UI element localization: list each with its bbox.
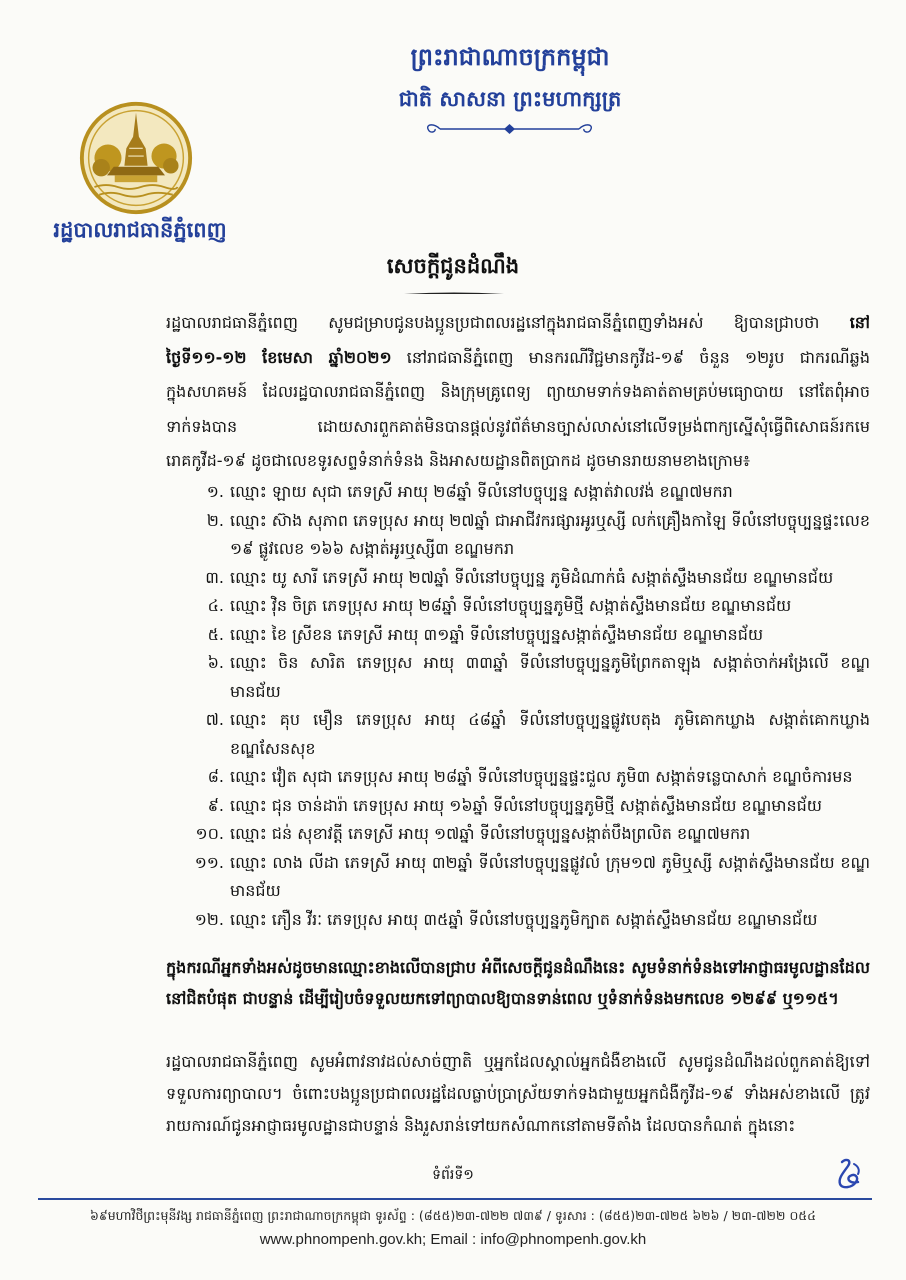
- case-item: [166, 478, 870, 507]
- case-item: [166, 649, 870, 706]
- case-text: ឈ្មោះ ភឿន វីរៈ ភេទប្រុស អាយុ ៣៥ឆ្នាំ ទីលំនៅបច្ចុប្បន្នភូមិក្បាត សង្កាត់ស្ទឹងមានជ័យ ខណ្ឌមានជ័យ: [230, 909, 818, 929]
- case-text: ឈ្មោះ យូ សារី ភេទស្រី អាយុ ២៧ឆ្នាំ ទីលំនៅបច្ចុប្បន្ន ភូមិដំណាក់ធំ សង្កាត់ស្ទឹងមានជ័យ ខណ្ឌមានជ័យ: [230, 567, 834, 587]
- case-item: [166, 820, 870, 849]
- case-text: ឈ្មោះ វ៉ៀត សុជា ភេទប្រុស អាយុ ២៨ឆ្នាំ ទីលំនៅបច្ចុប្បន្នផ្ទះជួល ភូមិ៣ សង្កាត់ទន្លេបាសាក់ ខណ្ឌចំការមន: [230, 767, 853, 786]
- case-number: ១.: [206, 482, 224, 501]
- case-number: ៥.: [207, 624, 224, 644]
- footer-contact: www.phnompenh.gov.kh; Email : info@phnompenh.gov.kh: [259, 1231, 647, 1248]
- case-item: [166, 564, 870, 593]
- kingdom-title: ព្រះរាជាណាចក្រកម្ពុជា: [410, 43, 610, 71]
- case-number: ៣.: [205, 567, 224, 587]
- case-number: ៧.: [205, 710, 224, 729]
- case-number: ១២.: [194, 909, 224, 929]
- header-divider-ornament: [422, 120, 597, 138]
- case-text: ឈ្មោះ ចិន សារិត ភេទប្រុស អាយុ ៣៣ឆ្នាំ ទីលំនៅបច្ចុប្បន្នភូមិព្រែកតាឡុង សង្កាត់ចាក់អង្រែលើ ខណ្ឌមានជ័យ: [230, 653, 870, 701]
- case-item: [166, 507, 870, 564]
- document-title: សេចក្តីជូនដំណឹង: [386, 254, 520, 278]
- contact-notice-paragraph: ក្នុងករណីអ្នកទាំងអស់ដូចមានឈ្មោះខាងលើបានជ្រាប អំពីសេចក្តីជូនដំណឹងនេះ សូមទំនាក់ទំនងទៅអាជ្ញាធរមូលដ្ឋានដែលនៅជិតបំផុត ជាបន្ទាន់ ដើម្បីរៀបចំទទួលយកទៅព្យាបាលឱ្យបានទាន់ពេល ឬទំនាក់ទំនងមកលេខ ១២៩៩ ឬ១១៥។: [166, 958, 870, 1008]
- footer-divider: [38, 1198, 872, 1200]
- footer-address: ៦៩មហាវិថីព្រះមុនីវង្ស រាជធានីភ្នំពេញ ព្រះរាជាណាចក្រកម្ពុជា ទូរស័ព្ទ : (៨៥៥)២៣-៧២២ ៧៣៩ / ទូរសារ : (៨៥៥)២៣-៧២៥ ៦២៦ / ២៣-៧២២ ០៥៤: [90, 1208, 816, 1223]
- cases-list: [166, 478, 870, 938]
- intro-rest: នៅរាជធានីភ្នំពេញ មានករណីវិជ្ជមានកូវីដ-១៩ ចំនួន ១២រូប ជាករណីឆ្លងក្នុងសហគមន៍ ដែលរដ្ឋបាលរាជធានីភ្នំពេញ និងក្រុមគ្រូពេទ្យ ព្យាយាមទាក់ទងគាត់តាមគ្រប់មធ្យោបាយ នៅតែពុំអាចទាក់ទងបាន ដោយសារពួកគាត់មិនបានផ្តល់នូវព័ត៌មានច្បាស់លាស់នៅលើទម្រង់ពាក្យស្នើសុំធ្វើពិសោធន៍រកមេរោគកូវីដ-១៩ ដូចជាលេខទូរសព្ទទំនាក់ទំនង និងអាសយដ្ឋានពិតប្រាកដ ដូចមានរាយនាមខាងក្រោម៖: [166, 347, 870, 470]
- case-text: ឈ្មោះ ស៊ាង សុភាព ភេទប្រុស អាយុ ២៧ឆ្នាំ ជាអាជីវករផ្សារអូរឬស្សី លក់គ្រឿងកាឡៃ ទីលំនៅបច្ចុប្បន្នផ្ទះលេខ ១៩ ផ្លូវលេខ ១៦៦ សង្កាត់អូរឬស្សី៣ ខណ្ឌមករា: [230, 510, 870, 558]
- case-number: ៨.: [207, 767, 224, 786]
- case-text: ឈ្មោះ ខៃ ស្រីខន ភេទស្រី អាយុ ៣១ឆ្នាំ ទីលំនៅបច្ចុប្បន្នសង្កាត់ស្ទឹងមានជ័យ ខណ្ឌមានជ័យ: [230, 624, 764, 644]
- case-number: ២.: [206, 510, 224, 530]
- handwritten-initials: [828, 1156, 868, 1194]
- appeal-paragraph: រដ្ឋបាលរាជធានីភ្នំពេញ សូមអំពាវនាវដល់សាច់ញាតិ ឬអ្នកដែលស្គាល់អ្នកជំងឺខាងលើ សូមជូនដំណឹងដល់ពួកគាត់ឱ្យទៅទទួលការព្យាបាល។ ចំពោះបងប្អូនប្រជាពលរដ្ឋដែលធ្លាប់ប្រាស្រ័យទាក់ទងជាមួយអ្នកជំងឺកូវីដ-១៩ ទាំងអស់ខាងលើ ត្រូវរាយការណ៍ជូនអាជ្ញាធរមូលដ្ឋានជាបន្ទាន់ និងរួសរាន់ទៅយកសំណាកនៅតាមទីតាំង ដែលបានកំណត់ ក្នុងនោះ: [166, 1052, 870, 1135]
- case-text: ឈ្មោះ គុប មឿន ភេទប្រុស អាយុ ៤៨ឆ្នាំ ទីលំនៅបច្ចុប្បន្នផ្លូវបេតុង ភូមិគោកឃ្លាង សង្កាត់គោកឃ្លាង ខណ្ឌសែនសុខ: [230, 710, 870, 758]
- case-text: ឈ្មោះ ជុន ចាន់ដារ៉ា ភេទប្រុស អាយុ ១៦ឆ្នាំ ទីលំនៅបច្ចុប្បន្នភូមិថ្មី សង្កាត់ស្ទឹងមានជ័យ ខណ្ឌមានជ័យ: [230, 795, 823, 815]
- issuing-authority: រដ្ឋបាលរាជធានីភ្នំពេញ: [53, 218, 227, 242]
- case-number: ៩.: [207, 795, 224, 815]
- case-item: [166, 792, 870, 821]
- case-item: [166, 763, 870, 792]
- case-item: [166, 592, 870, 621]
- page-number: ទំព័រទី១: [432, 1167, 474, 1183]
- national-motto: ជាតិ សាសនា ព្រះមហាក្សត្រ: [398, 87, 622, 111]
- title-divider-ornament: [400, 284, 508, 294]
- case-text: ឈ្មោះ ឡាយ សុជា ភេទស្រី អាយុ ២៨ឆ្នាំ ទីលំនៅបច្ចុប្បន្ន សង្កាត់វាលវង់ ខណ្ឌ៧មករា: [230, 482, 733, 501]
- case-text: ឈ្មោះ លាង លីដា ភេទស្រី អាយុ ៣២ឆ្នាំ ទីលំនៅបច្ចុប្បន្នផ្លូវលំ ក្រុម១៧ ភូមិឬស្សី សង្កាត់ស្ទឹងមានជ័យ ខណ្ឌមានជ័យ: [230, 852, 870, 900]
- intro-lead: រដ្ឋបាលរាជធានីភ្នំពេញ សូមជម្រាបជូនបងប្អូនប្រជាពលរដ្ឋនៅក្នុងរាជធានីភ្នំពេញទាំងអស់ ឱ្យបានជ្រាបថា: [166, 313, 850, 332]
- case-item: [166, 706, 870, 763]
- case-item: [166, 906, 870, 935]
- case-number: ៦.: [207, 653, 224, 672]
- case-item: [166, 849, 870, 906]
- case-number: ១០.: [195, 824, 224, 843]
- case-text: ឈ្មោះ ជន់ សុខាវត្តី ភេទស្រី អាយុ ១៧ឆ្នាំ ទីលំនៅបច្ចុប្បន្នសង្កាត់បឹងព្រលិត ខណ្ឌ៧មករា: [230, 824, 751, 843]
- intro-paragraph: [166, 306, 870, 480]
- case-number: ១១.: [194, 852, 224, 872]
- case-text: ឈ្មោះ វ៉ិន ចិត្រ ភេទប្រុស អាយុ ២៨ឆ្នាំ ទីលំនៅបច្ចុប្បន្នភូមិថ្មី សង្កាត់ស្ទឹងមានជ័យ ខណ្ឌមានជ័យ: [230, 596, 792, 615]
- phnom-penh-seal-logo: [78, 100, 194, 216]
- intro-date: នៅថ្ងៃទី១១-១២ ខែមេសា ឆ្នាំ២០២១: [166, 313, 870, 367]
- case-number: ៤.: [207, 596, 224, 615]
- case-item: [166, 621, 870, 650]
